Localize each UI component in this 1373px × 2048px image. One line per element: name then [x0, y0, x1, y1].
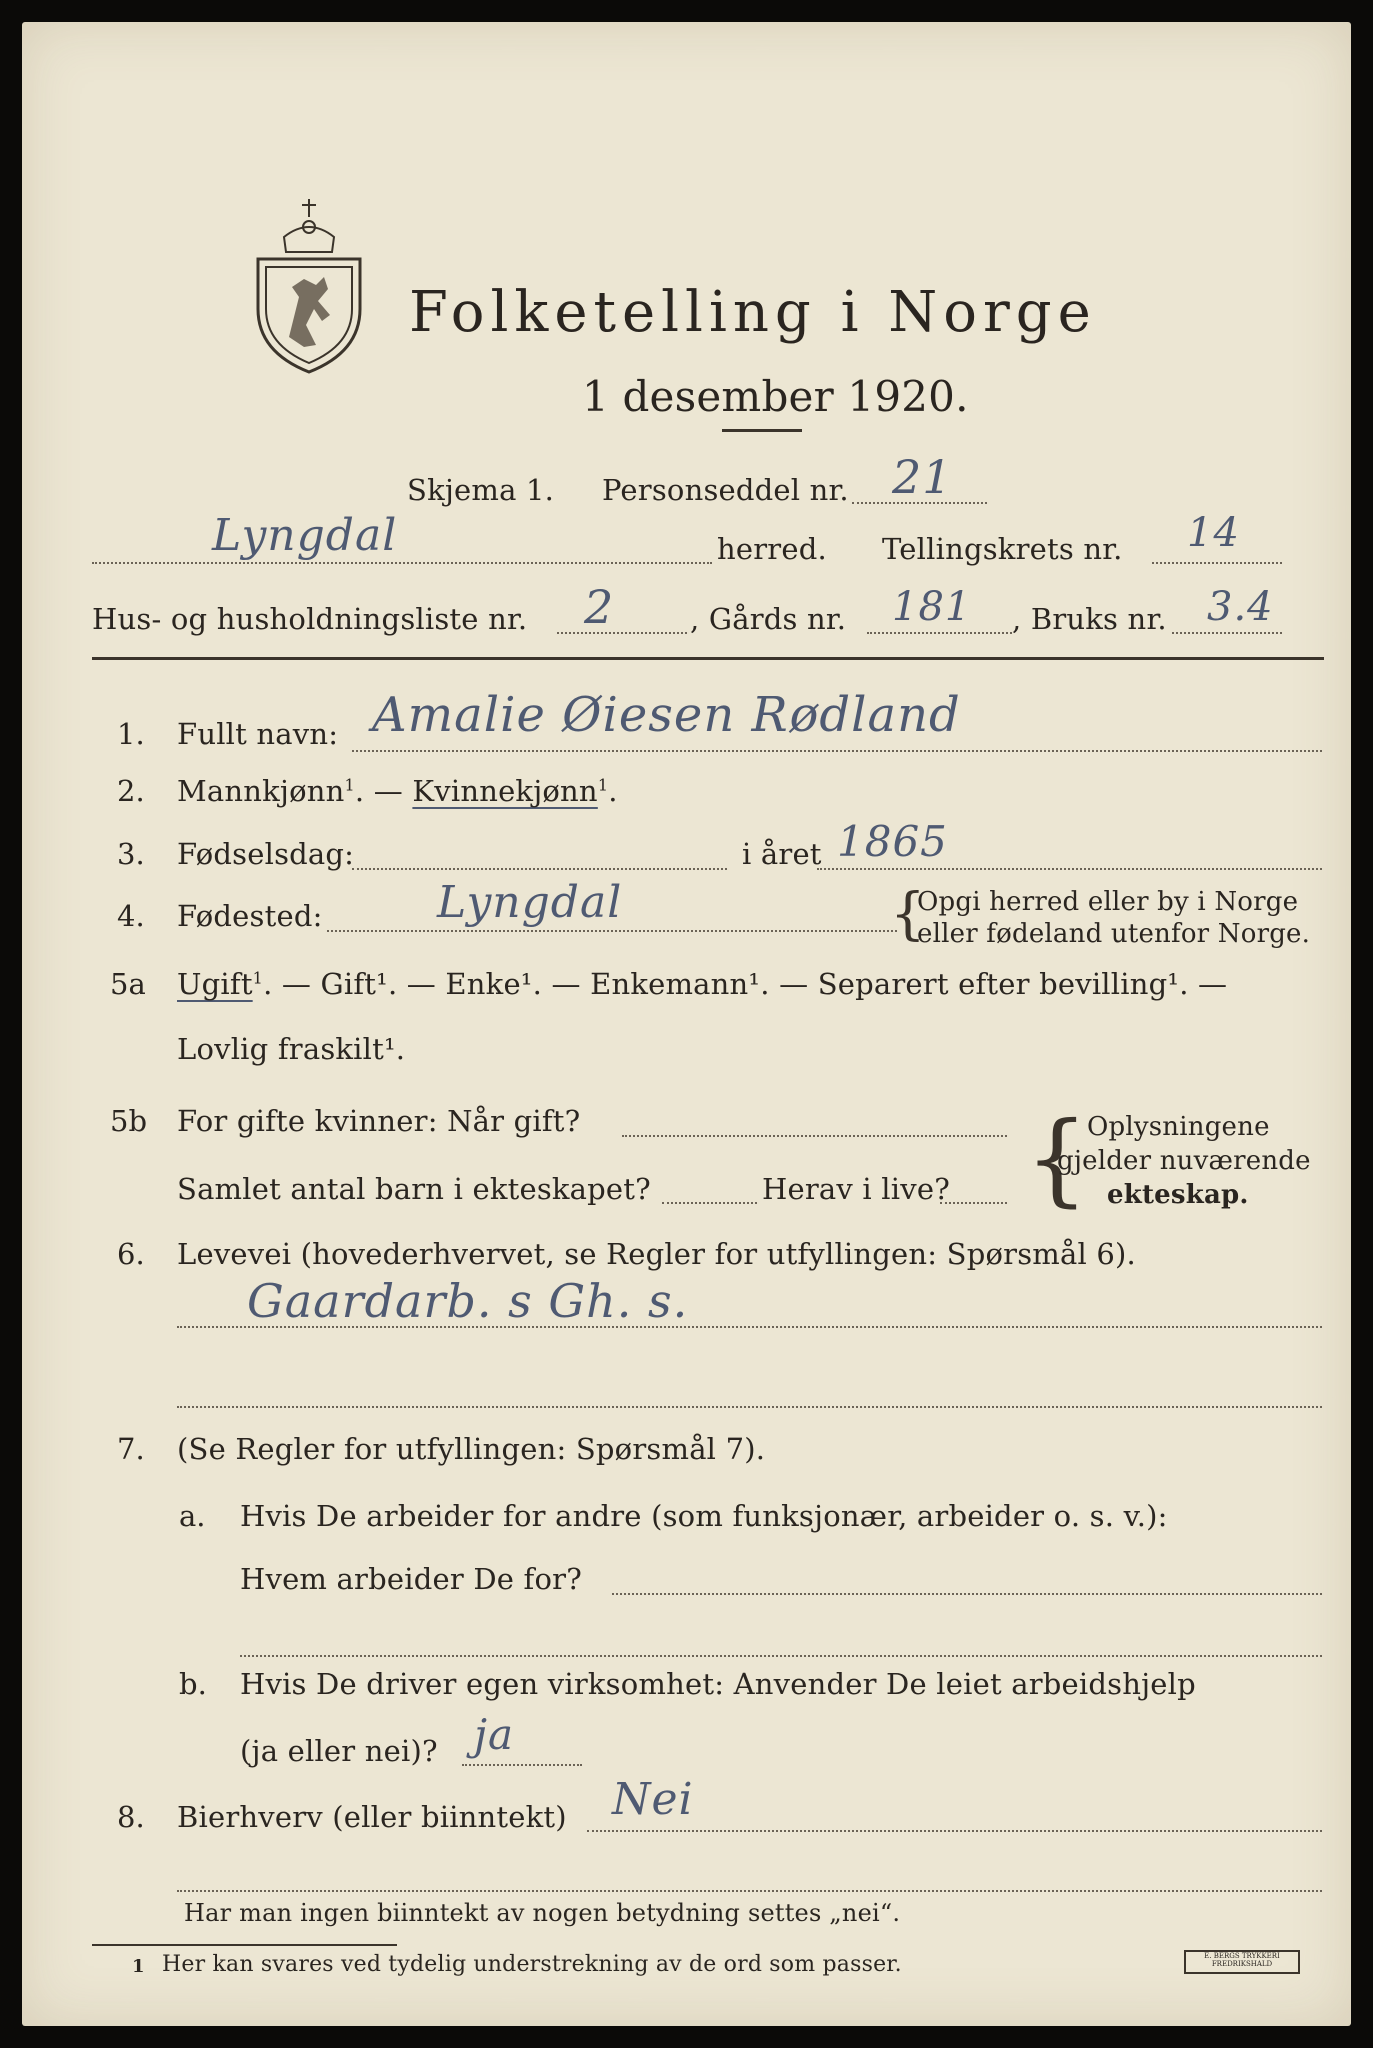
herred-value: Lyngdal [212, 510, 398, 561]
header-rule [92, 657, 1324, 660]
q3-number: 3. [117, 837, 145, 871]
printer-stamp: E. BERGS TRYKKERI FREDRIKSHALD [1184, 1950, 1300, 1974]
q2-number: 2. [117, 774, 145, 808]
footnote-text: Her kan svares ved tydelig understrekning av de ord som passer. [162, 1952, 902, 1977]
hired-help-label: (ja eller nei)? [240, 1734, 438, 1768]
census-date: 1 desember 1920. [582, 372, 969, 421]
bruks-field[interactable] [1172, 632, 1282, 634]
herred-label: herred. [717, 532, 827, 566]
hired-help-field[interactable] [462, 1764, 582, 1766]
q8-label: Bierhverv (eller biinntekt) [177, 1800, 567, 1834]
hired-help-value: ja [474, 1710, 515, 1759]
children-total-field[interactable] [662, 1202, 757, 1204]
q5b-number: 5b [110, 1104, 148, 1138]
q6-label: Levevei (hovederhvervet, se Regler for utfyllingen: Spørsmål 6). [177, 1237, 1136, 1271]
occupation-value: Gaardarb. s Gh. s. [247, 1274, 689, 1328]
q6-number: 6. [117, 1237, 145, 1271]
q5a-number: 5a [110, 967, 146, 1001]
q3-label: Fødselsdag: [177, 837, 355, 871]
marriage-note-brace: { [1025, 1100, 1089, 1217]
gards-field[interactable] [867, 632, 1012, 634]
married-when-label: For gifte kvinner: Når gift? [177, 1104, 581, 1138]
marital-status-line2[interactable]: Lovlig fraskilt¹. [177, 1032, 406, 1066]
q4-number: 4. [117, 899, 145, 933]
side-income-field-line2[interactable] [177, 1890, 1322, 1892]
q1-number: 1. [117, 717, 145, 751]
q1-label: Fullt navn: [177, 717, 339, 751]
birth-year-value: 1865 [837, 817, 948, 866]
marriage-note-line2: gjelder nuværende [1057, 1146, 1311, 1176]
gender-female-option[interactable]: Kvinnekjønn [412, 774, 598, 808]
tellingskrets-field[interactable] [1152, 562, 1282, 564]
form-title: Folketelling i Norge [409, 280, 1097, 345]
birth-year-field[interactable] [817, 868, 1322, 870]
q7b-line1: Hvis De driver egen virksomhet: Anvender De leiet arbeidshjelp [240, 1667, 1196, 1701]
employer-field-line2[interactable] [240, 1655, 1322, 1657]
q7-label: (Se Regler for utfyllingen: Spørsmål 7). [177, 1432, 766, 1466]
skjema-label: Skjema 1. [407, 473, 555, 507]
side-income-value: Nei [612, 1774, 694, 1825]
hus-value: 2 [584, 580, 615, 634]
side-income-note: Har man ingen biinntekt av nogen betydning settes „nei“. [184, 1899, 901, 1927]
birthplace-note-brace: { [890, 882, 926, 947]
birthplace-note-line1: Opgi herred eller by i Norge [917, 887, 1299, 917]
bruks-label: , Bruks nr. [1012, 602, 1167, 636]
full-name-field[interactable] [352, 750, 1322, 752]
birthday-field[interactable] [352, 868, 727, 870]
gards-value: 181 [892, 584, 972, 630]
footnote-rule [92, 1944, 397, 1946]
gards-label: , Gårds nr. [690, 602, 847, 636]
q7a-line1: Hvis De arbeider for andre (som funksjonær, arbeider o. s. v.): [240, 1499, 1168, 1533]
birthplace-value: Lyngdal [437, 877, 623, 928]
birthplace-note-line2: eller fødeland utenfor Norge. [917, 919, 1311, 949]
hus-label: Hus- og husholdningsliste nr. [92, 602, 528, 636]
census-form-page [22, 22, 1351, 2026]
personseddel-value: 21 [892, 450, 953, 504]
marriage-note-line3: ekteskap. [1107, 1180, 1249, 1210]
herred-field[interactable] [92, 562, 712, 564]
title-divider [722, 429, 802, 432]
gender-male-option[interactable]: Mannkjønn [177, 774, 345, 808]
married-when-field[interactable] [622, 1135, 1007, 1137]
employer-label: Hvem arbeider De for? [240, 1562, 582, 1596]
q7a-number: a. [179, 1499, 206, 1533]
employer-field-line1[interactable] [612, 1593, 1322, 1595]
birthplace-field[interactable] [327, 930, 897, 932]
marriage-note-line1: Oplysningene [1087, 1112, 1270, 1142]
gender-options: Mannkjønn$^1$. — Kvinnekjønn$^1$. [177, 774, 618, 808]
norway-coat-of-arms-icon [244, 197, 374, 377]
occupation-field-line2[interactable] [177, 1406, 1322, 1408]
marital-status-options: Ugift$^1$. — Gift¹. — Enke¹. — Enkemann¹. — Separert efter bevilling¹. — [177, 967, 1228, 1001]
marital-ugift-option[interactable]: Ugift [177, 967, 253, 1001]
tellingskrets-value: 14 [1187, 510, 1240, 556]
tellingskrets-label: Tellingskrets nr. [882, 532, 1123, 566]
q7-number: 7. [117, 1432, 145, 1466]
q8-number: 8. [117, 1800, 145, 1834]
q7b-number: b. [179, 1667, 207, 1701]
side-income-field-line1[interactable] [587, 1830, 1322, 1832]
footnote-mark: 1 [132, 1956, 145, 1977]
children-alive-label: Herav i live? [762, 1172, 950, 1206]
children-total-label: Samlet antal barn i ekteskapet? [177, 1172, 651, 1206]
bruks-value: 3.4 [1207, 584, 1274, 630]
full-name-value: Amalie Øiesen Rødland [372, 687, 961, 743]
q4-label: Fødested: [177, 899, 323, 933]
children-alive-field[interactable] [940, 1202, 1007, 1204]
personseddel-label: Personseddel nr. [602, 473, 849, 507]
birth-year-label: i året [742, 837, 822, 871]
hus-field[interactable] [557, 632, 687, 634]
